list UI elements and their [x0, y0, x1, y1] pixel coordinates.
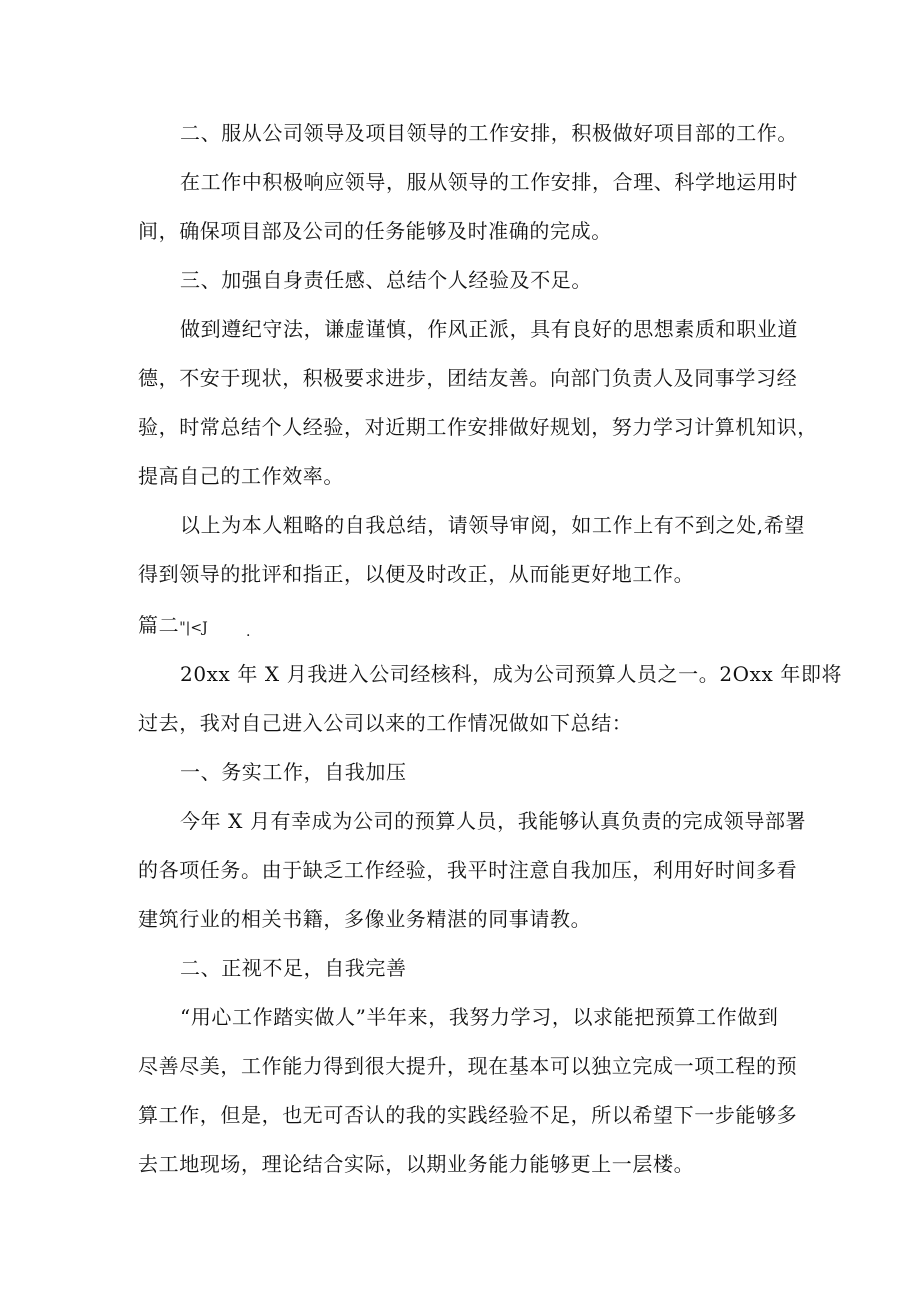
part-heading	[138, 613, 208, 640]
paragraph-line: 算工作，但是，也无可否认的我的实践经验不足，所以希望下一步能够多	[138, 1103, 798, 1127]
paragraph-line: 在工作中积极响应领导，服从领导的工作安排，合理、科学地运用时	[180, 170, 798, 194]
paragraph-line: 间，确保项目部及公司的任务能够及时准确的完成。	[138, 219, 612, 243]
paragraph-line: 去工地现场，理论结合实际，以期业务能力能够更上一层楼。	[138, 1152, 695, 1176]
section-heading: 三、加强自身责任感、总结个人经验及不足。	[180, 268, 592, 292]
paragraph-line: 20xx 年 X 月我进入公司经核科，成为公司预算人员之一。2Oxx 年即将	[180, 662, 843, 686]
paragraph-line: 尽善尽美，工作能力得到很大提升，现在基本可以独立完成一项工程的预	[138, 1054, 798, 1078]
paragraph-line: “用心工作踏实做人”半年来，我努力学习，以求能把预算工作做到	[180, 1005, 779, 1029]
part-heading-label: 篇二	[138, 613, 180, 637]
stray-dot: .	[246, 624, 251, 640]
paragraph-line: 验，时常总结个人经验，对近期工作安排做好规划，努力学习计算机知识，	[138, 415, 818, 439]
paragraph-line: 今年 X 月有幸成为公司的预算人员，我能够认真负责的完成领导部署	[180, 809, 807, 833]
paragraph-line: 建筑行业的相关书籍，多像业务精湛的同事请教。	[138, 907, 592, 931]
section-heading: 二、服从公司领导及项目领导的工作安排，积极做好项目部的工作。	[180, 121, 798, 145]
paragraph-line: 得到领导的批评和指正，以便及时改正，从而能更好地工作。	[138, 562, 695, 586]
paragraph-line: 做到遵纪守法，谦虚谨慎，作风正派，具有良好的思想素质和职业道	[180, 317, 798, 341]
part-heading-noise: "|<J	[179, 620, 208, 636]
section-heading: 二、正视不足，自我完善	[180, 956, 407, 980]
section-heading: 一、务实工作，自我加压	[180, 760, 407, 784]
paragraph-line: 德，不安于现状，积极要求进步，团结友善。向部门负责人及同事学习经	[138, 366, 798, 390]
paragraph-line: 提高自己的工作效率。	[138, 464, 344, 488]
paragraph-line: 过去，我对自己进入公司以来的工作情况做如下总结：	[138, 711, 633, 735]
paragraph-line: 的各项任务。由于缺乏工作经验，我平时注意自我加压，利用好时间多看	[138, 858, 798, 882]
paragraph-line: 以上为本人粗略的自我总结，请领导审阅，如工作上有不到之处,希望	[180, 513, 805, 537]
